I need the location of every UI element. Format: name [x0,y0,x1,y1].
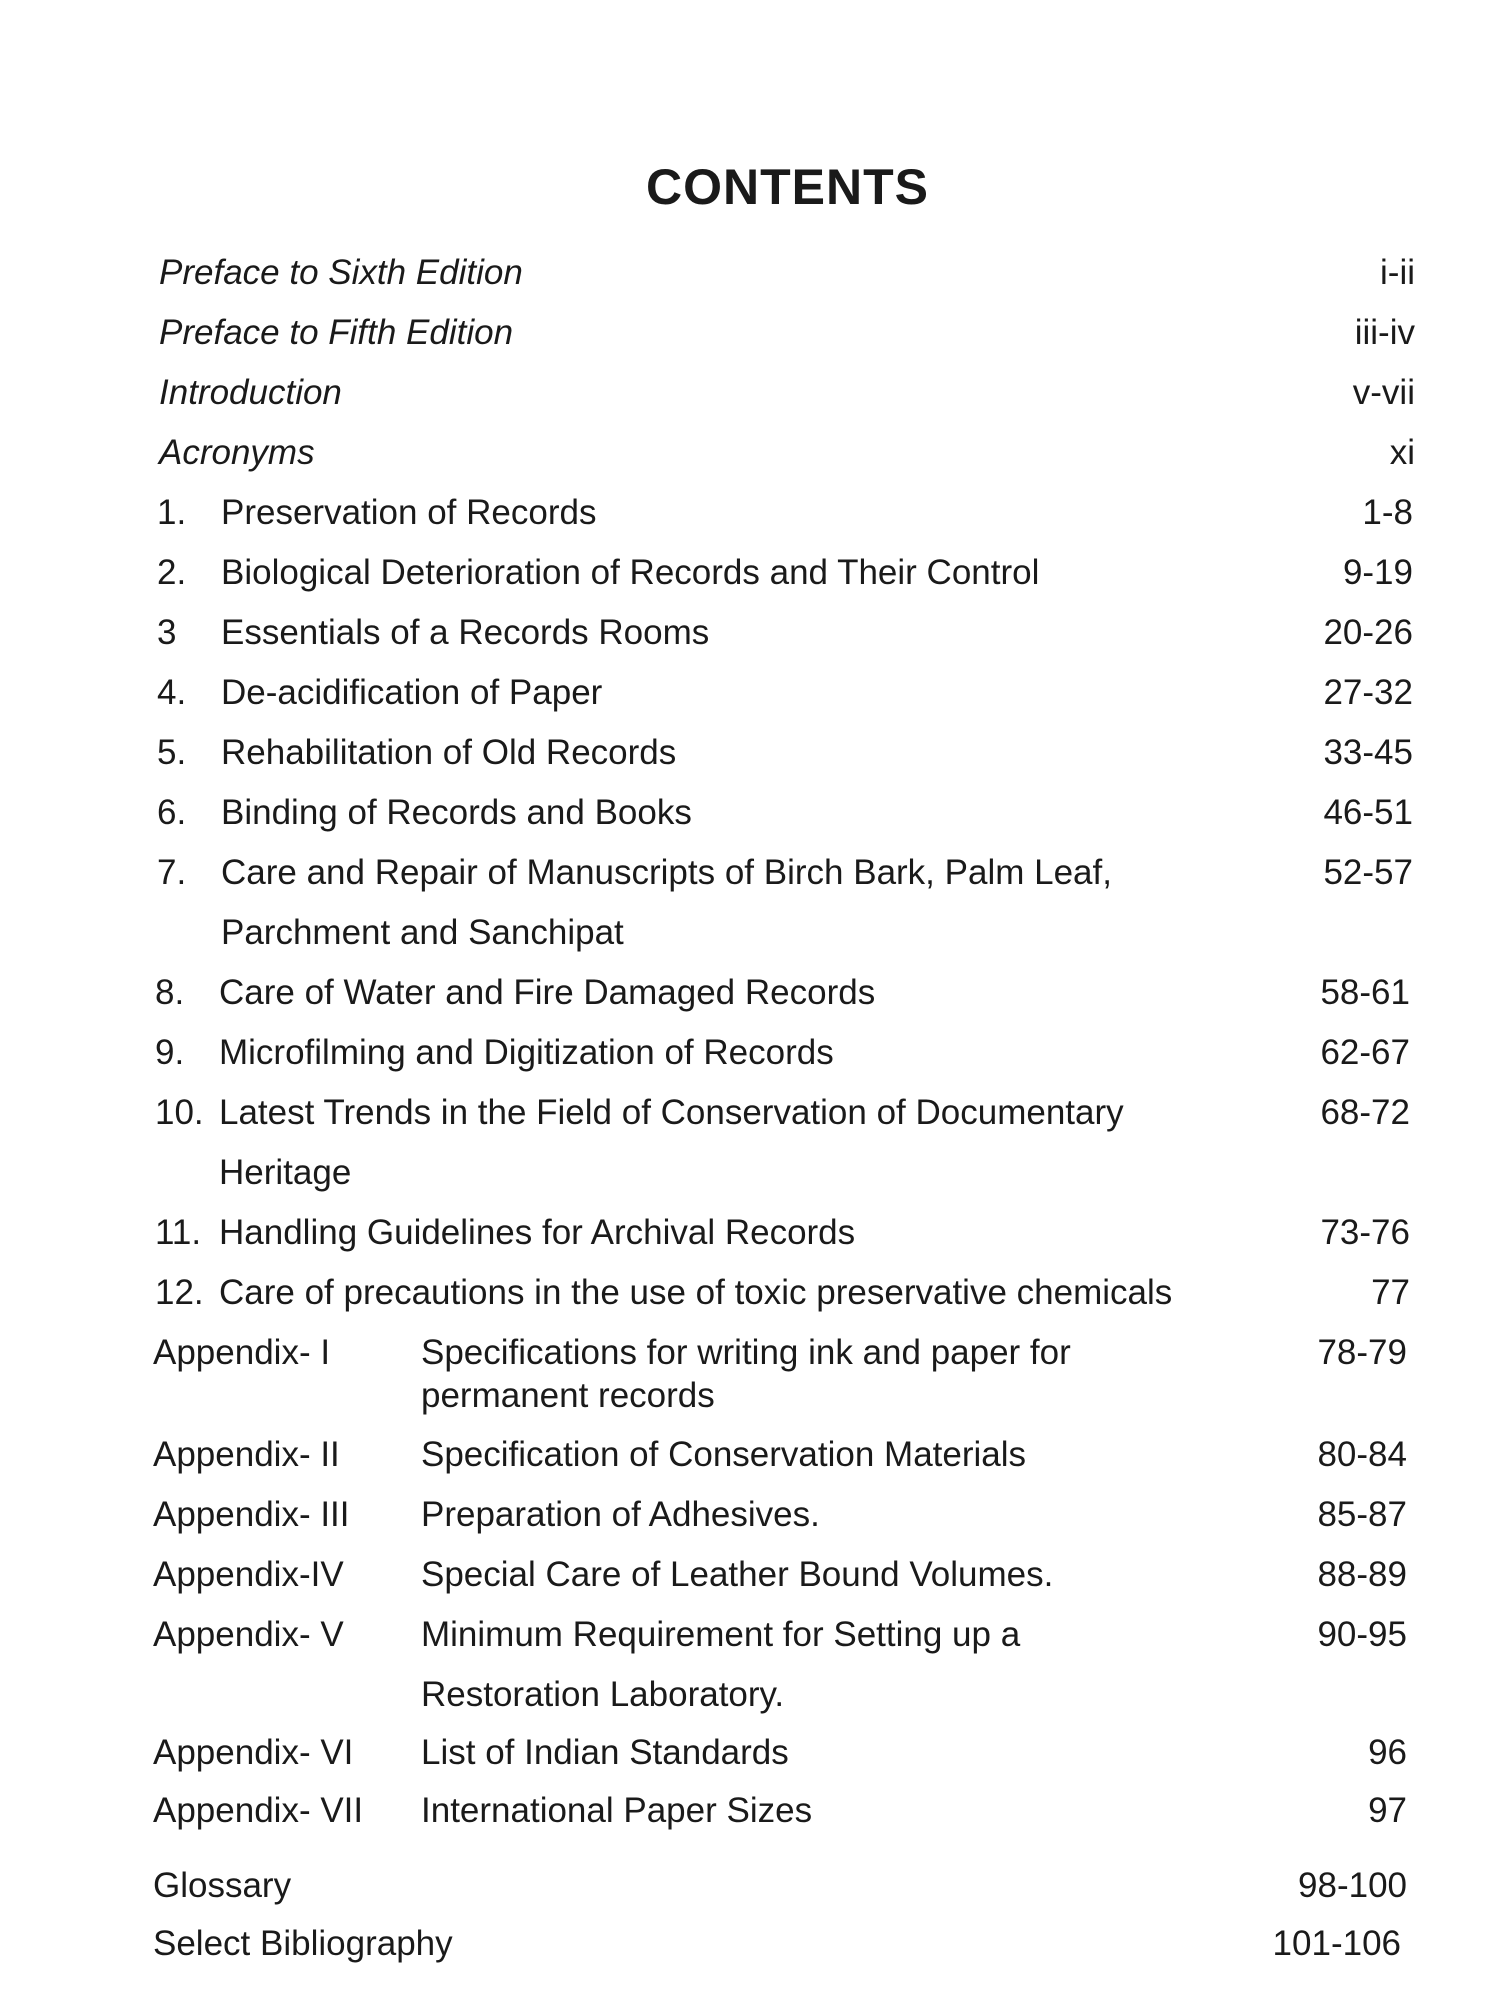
page-title: CONTENTS [646,159,929,215]
entry-page: 20-26 [1323,613,1413,652]
entry-page: 46-51 [1323,793,1413,832]
chapter-title: Binding of Records and Books [221,793,692,832]
entry-title: Acronyms [159,433,315,472]
chapter-title: Handling Guidelines for Archival Records [219,1213,856,1252]
appendix-label: Appendix- V [153,1615,344,1654]
entry-page: 101-106 [1272,1924,1401,1963]
entry-page: 33-45 [1323,733,1413,772]
chapter-number: 12. [155,1273,204,1312]
chapter-title: Care of precautions in the use of toxic preservative chemicals [219,1273,1173,1312]
appendix-title: Specification of Conservation Materials [421,1435,1027,1474]
appendix-label: Appendix- VII [153,1791,364,1830]
chapter-number: 1. [157,493,187,532]
chapter-number: 8. [155,973,185,1012]
entry-title: Select Bibliography [153,1924,453,1963]
chapter-number: 10. [155,1093,204,1132]
appendix-title-continued: permanent records [421,1376,715,1415]
appendix-title: Preparation of Adhesives. [421,1495,820,1534]
chapter-title-continued: Parchment and Sanchipat [221,913,624,952]
chapter-number: 2. [157,553,187,592]
appendix-title: Special Care of Leather Bound Volumes. [421,1555,1054,1594]
entry-title: Glossary [153,1866,292,1905]
appendix-label: Appendix-IV [153,1555,344,1594]
entry-page: 97 [1368,1791,1407,1830]
chapter-title: Biological Deterioration of Records and Their Control [221,553,1040,592]
appendix-title: International Paper Sizes [421,1791,813,1830]
entry-page: 52-57 [1323,853,1413,892]
chapter-title: Care of Water and Fire Damaged Records [219,973,876,1012]
entry-page: 88-89 [1317,1555,1407,1594]
entry-page: 78-79 [1317,1333,1407,1372]
chapter-number: 5. [157,733,187,772]
chapter-title: Care and Repair of Manuscripts of Birch Bark, Palm Leaf, [221,853,1112,892]
entry-page: 62-67 [1320,1033,1410,1072]
entry-page: i-ii [1380,253,1415,292]
chapter-title: Essentials of a Records Rooms [221,613,710,652]
chapter-number: 9. [155,1033,185,1072]
chapter-title-continued: Heritage [219,1153,352,1192]
entry-page: 1-8 [1362,493,1413,532]
chapter-title: Preservation of Records [221,493,597,532]
chapter-title: Latest Trends in the Field of Conservation of Documentary [219,1093,1124,1132]
chapter-title: Rehabilitation of Old Records [221,733,677,772]
entry-page: 98-100 [1298,1866,1407,1905]
entry-page: 77 [1371,1273,1410,1312]
entry-title: Preface to Fifth Edition [159,313,514,352]
chapter-number: 11. [155,1213,202,1252]
appendix-title: Minimum Requirement for Setting up a [421,1615,1021,1654]
entry-title: Introduction [159,373,342,412]
appendix-label: Appendix- III [153,1495,350,1534]
chapter-title: De-acidification of Paper [221,673,603,712]
entry-page: 58-61 [1320,973,1410,1012]
entry-page: 73-76 [1320,1213,1410,1252]
appendix-title: List of Indian Standards [421,1733,789,1772]
chapter-number: 4. [157,673,187,712]
chapter-number: 7. [157,853,187,892]
entry-page: 90-95 [1317,1615,1407,1654]
entry-page: 80-84 [1317,1435,1407,1474]
entry-page: 68-72 [1320,1093,1410,1132]
appendix-label: Appendix- II [153,1435,340,1474]
entry-page: 85-87 [1317,1495,1407,1534]
entry-page: v-vii [1352,373,1415,412]
appendix-label: Appendix- VI [153,1733,354,1772]
chapter-title: Microfilming and Digitization of Records [219,1033,834,1072]
appendix-title-continued: Restoration Laboratory. [421,1675,785,1714]
entry-page: 27-32 [1323,673,1413,712]
entry-page: 9-19 [1342,553,1413,592]
appendix-label: Appendix- I [153,1333,331,1372]
entry-page: 96 [1368,1733,1407,1772]
chapter-number: 6. [157,793,187,832]
entry-title: Preface to Sixth Edition [159,253,523,292]
entry-page: iii-iv [1354,313,1415,352]
appendix-title: Specifications for writing ink and paper for [421,1333,1071,1372]
entry-page: xi [1389,433,1415,472]
chapter-number: 3 [157,613,177,652]
